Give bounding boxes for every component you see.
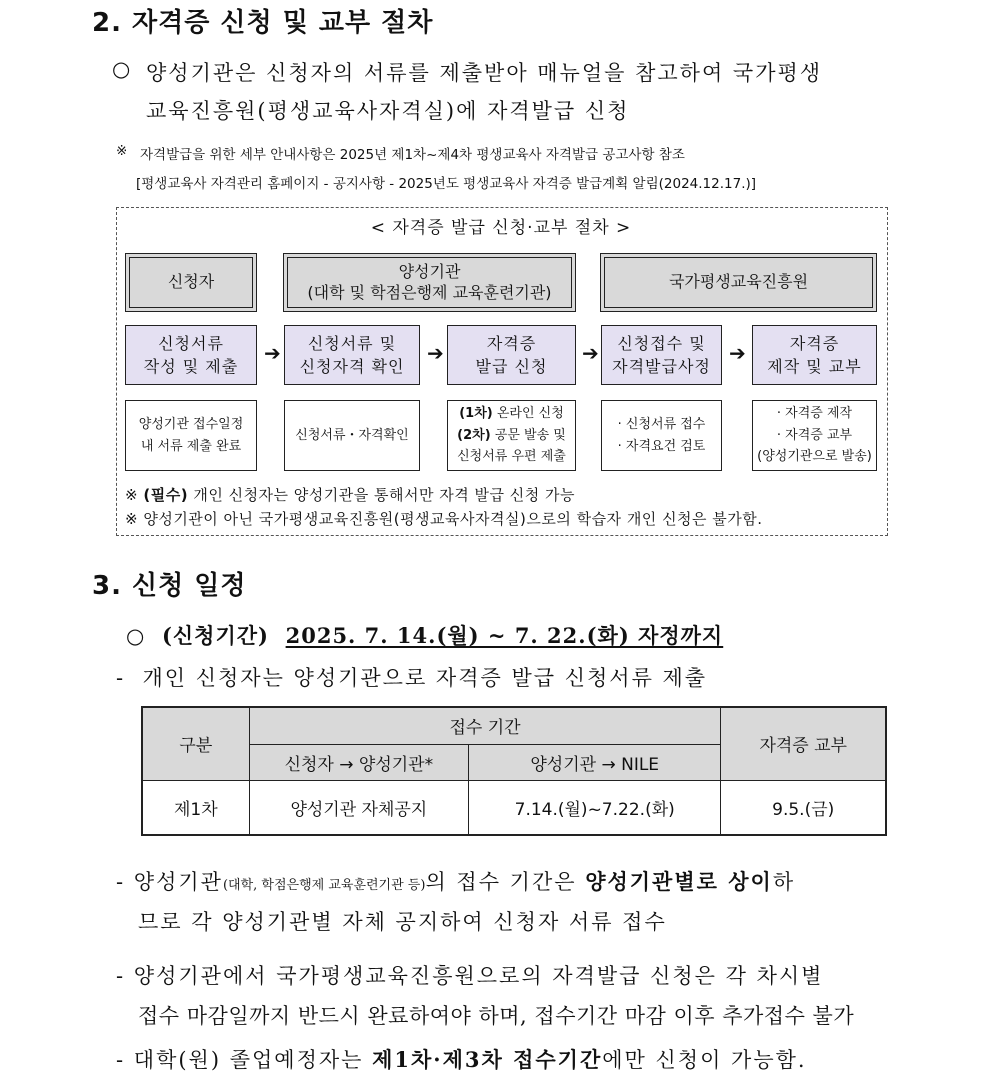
header-institution-desc: (대학 및 학점은행제 교육훈련기관) bbox=[307, 282, 552, 302]
header-institution bbox=[283, 253, 576, 312]
step-4 bbox=[601, 325, 722, 385]
period-value: 2025. 7. 14.(월) ~ 7. 22.(화) 자정까지 bbox=[285, 623, 724, 648]
desc-5-line2: · 자격증 교부 bbox=[776, 427, 853, 443]
col-period: 접수 기간 bbox=[249, 707, 721, 744]
bullet-2-line2: 접수 마감일까지 반드시 완료하여야 하며, 접수기간 마감 이후 추가접수 불가 bbox=[138, 1004, 855, 1028]
bullet-2-line1 bbox=[116, 960, 823, 990]
submit-line bbox=[116, 662, 707, 692]
period-label: (신청기간) bbox=[161, 623, 269, 648]
note-mark: ※ bbox=[116, 143, 128, 159]
step-4-line1: 신청접수 및 bbox=[617, 333, 706, 353]
step-1 bbox=[125, 325, 257, 385]
table-row bbox=[142, 780, 886, 835]
desc-1-line2: 내 서류 제출 완료 bbox=[140, 438, 242, 454]
step-1-line2: 작성 및 제출 bbox=[143, 357, 239, 376]
b1-part2: 의 접수 기간은 bbox=[425, 870, 586, 894]
footnote-mark: ※ bbox=[125, 486, 139, 504]
b3-bold: 제1차·제3차 접수기간 bbox=[372, 1047, 603, 1072]
b2-line1: 양성기관에서 국가평생교육진흥원으로의 자격발급 신청은 각 차시별 bbox=[133, 964, 824, 988]
desc-5 bbox=[752, 400, 877, 471]
col-institution-to-nile: 양성기관 → NILE bbox=[468, 744, 720, 780]
step-3-line1: 자격증 bbox=[486, 333, 537, 353]
submit-line-text: 개인 신청자는 양성기관으로 자격증 발급 신청서류 제출 bbox=[142, 666, 708, 690]
header-applicant: 신청자 bbox=[125, 253, 257, 312]
cell-issue: 9.5.(금) bbox=[721, 780, 886, 835]
flow-footnote-1 bbox=[125, 484, 575, 505]
desc-3-bold2: (2차) bbox=[457, 427, 491, 443]
desc-3-line2: 공문 발송 및 bbox=[490, 427, 566, 443]
note-line1: 자격발급을 위한 세부 안내사항은 2025년 제1차~제4차 평생교육사 자격발급 공고사항 참조 bbox=[140, 147, 685, 163]
step-3-line2: 발급 신청 bbox=[475, 357, 548, 376]
period-line bbox=[126, 620, 723, 650]
desc-3-bold1: (1차) bbox=[459, 406, 493, 422]
section2-paragraph-line1: 양성기관은 신청자의 서류를 제출받아 매뉴얼을 참고하여 국가평생 bbox=[146, 61, 823, 85]
schedule-table bbox=[141, 706, 887, 836]
section2-heading: 2. 자격증 신청 및 교부 절차 bbox=[92, 8, 434, 38]
dash: - bbox=[116, 666, 126, 690]
flow-footnote-2: ※ 양성기관이 아닌 국가평생교육진흥원(평생교육사자격실)으로의 학습자 개인 신청은 불가함. bbox=[125, 510, 763, 528]
bullet: ○ bbox=[112, 57, 133, 81]
dash: - bbox=[116, 1048, 126, 1072]
dash: - bbox=[116, 870, 126, 894]
desc-3-line3: 신청서류 우편 제출 bbox=[457, 449, 566, 465]
footnote-1-text: 개인 신청자는 양성기관을 통해서만 자격 발급 신청 가능 bbox=[188, 486, 575, 504]
b1-part3: 하 bbox=[772, 870, 796, 894]
cell-applicant: 양성기관 자체공지 bbox=[249, 780, 468, 835]
step-3 bbox=[447, 325, 576, 385]
desc-4-line2: · 자격요건 검토 bbox=[617, 438, 706, 454]
step-2-line2: 신청자격 확인 bbox=[299, 357, 405, 376]
desc-5-line1: · 자격증 제작 bbox=[776, 406, 853, 422]
desc-5-line3: (양성기관으로 발송) bbox=[757, 449, 872, 465]
col-division: 구분 bbox=[142, 707, 249, 780]
step-1-line1: 신청서류 bbox=[158, 333, 224, 353]
step-2-line1: 신청서류 및 bbox=[307, 333, 397, 353]
cell-institution: 7.14.(월)~7.22.(화) bbox=[468, 780, 720, 835]
desc-1-line1: 양성기관 접수일정 bbox=[138, 417, 244, 433]
section3-heading: 3. 신청 일정 bbox=[92, 571, 247, 601]
bullet-1-line1 bbox=[116, 866, 795, 896]
step-5 bbox=[752, 325, 877, 385]
desc-1 bbox=[125, 400, 257, 471]
flow-title: < 자격증 발급 신청·교부 절차 > bbox=[370, 218, 632, 238]
b1-part1: 양성기관 bbox=[133, 870, 223, 894]
arrow-icon: ➔ bbox=[264, 341, 281, 365]
step-5-line2: 제작 및 교부 bbox=[767, 357, 862, 376]
bullet-3 bbox=[116, 1044, 807, 1074]
bullet-1-line2: 므로 각 양성기관별 자체 공지하여 신청자 서류 접수 bbox=[138, 910, 667, 934]
desc-2: 신청서류・자격확인 bbox=[284, 400, 420, 471]
step-4-line2: 자격발급사정 bbox=[612, 357, 711, 376]
note-line2: [평생교육사 자격관리 홈페이지 - 공지사항 - 2025년도 평생교육사 자격증 발급계획 알림(2024.12.17.)] bbox=[136, 176, 757, 192]
header-institution-name: 양성기관 bbox=[398, 261, 461, 281]
arrow-icon: ➔ bbox=[427, 341, 444, 365]
arrow-icon: ➔ bbox=[729, 341, 746, 365]
desc-3-line1: 온라인 신청 bbox=[492, 406, 564, 422]
desc-4-line1: · 신청서류 접수 bbox=[617, 417, 706, 433]
b3-part2: 에만 신청이 가능함. bbox=[602, 1048, 807, 1072]
col-issue: 자격증 교부 bbox=[721, 707, 886, 780]
header-nile: 국가평생교육진흥원 bbox=[600, 253, 877, 312]
footnote-required: (필수) bbox=[143, 486, 189, 504]
desc-4 bbox=[601, 400, 722, 471]
step-5-line1: 자격증 bbox=[789, 333, 840, 353]
b1-small: (대학, 학점은행제 교육훈련기관 등) bbox=[222, 878, 426, 893]
section2-paragraph-line2: 교육진흥원(평생교육사자격실)에 자격발급 신청 bbox=[146, 99, 630, 123]
col-applicant-to-institution: 신청자 → 양성기관* bbox=[249, 744, 468, 780]
bullet: ○ bbox=[126, 623, 146, 648]
dash: - bbox=[116, 964, 126, 988]
arrow-icon: ➔ bbox=[582, 341, 599, 365]
b3-part1: 대학(원) 졸업예정자는 bbox=[133, 1048, 373, 1072]
desc-3 bbox=[447, 400, 576, 471]
b1-bold: 양성기관별로 상이 bbox=[585, 869, 773, 894]
cell-division: 제1차 bbox=[142, 780, 249, 835]
step-2 bbox=[284, 325, 420, 385]
